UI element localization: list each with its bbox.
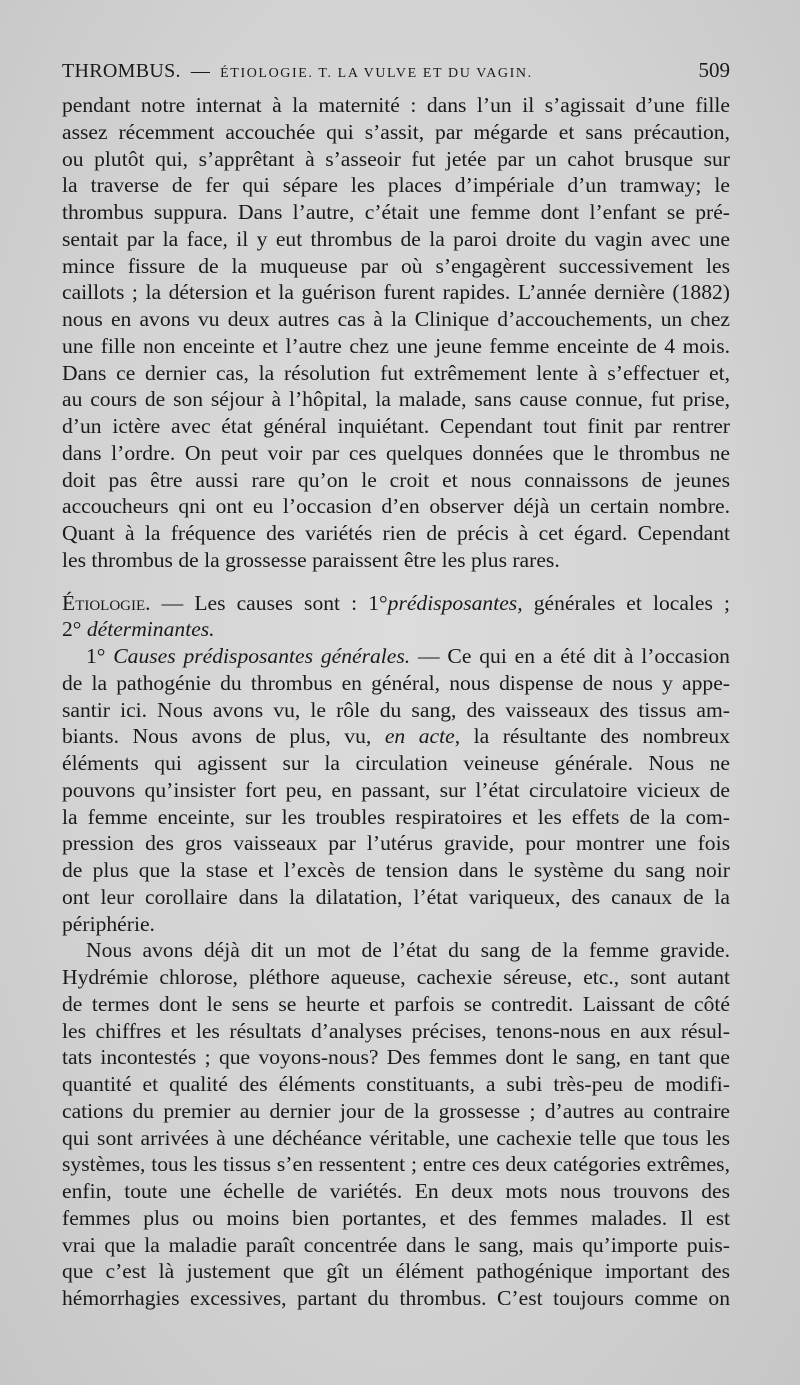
etiologie-line-2 [62, 616, 730, 643]
text-run: , la résultante des nombreux [454, 724, 731, 749]
text-line: quantité et qualité des éléments constituants, a subi très-peu de modifi- [62, 1072, 730, 1096]
text-run: 2° [62, 617, 87, 642]
text-line: les thrombus de la grossesse paraissent être les plus rares. [62, 547, 560, 572]
text-line: cations du premier au dernier jour de la grossesse ; d’autres au contraire [62, 1098, 730, 1123]
text-line: pression des gros vaisseaux par l’utérus gravide, pour montrer une fois [62, 831, 730, 856]
etiologie-line-1 [62, 590, 730, 617]
text-line: la femme enceinte, sur les troubles respiratoires et les effets de la com- [62, 804, 730, 829]
text-line: d’un ictère avec état général inquiétant. Cependant tout finit par rentrer [62, 414, 730, 438]
page-number: 509 [698, 58, 730, 82]
section-heading: Étiologie. [62, 590, 151, 615]
text-line: tats incontestés ; que voyons-nous? Des femmes dont le sang, en tant que [62, 1045, 730, 1070]
text-line: pendant notre internat à la maternité : dans l’un il s’agissait d’une fille [62, 93, 730, 117]
running-head-title: THROMBUS. [62, 60, 181, 82]
causes-paragraph [62, 643, 730, 937]
text-line: périphérie. [62, 911, 155, 936]
section-gap [62, 574, 730, 590]
text-line: systèmes, tous les tissus s’en ressentent ; entre ces deux catégories extrêmes, [62, 1152, 730, 1177]
subsection-heading: Causes prédisposantes générales. [113, 644, 411, 668]
text-line: dans l’ordre. On peut voir par ces quelques données que le thrombus ne [62, 440, 730, 465]
page-header [62, 58, 730, 86]
text-line: mince fissure de la muqueuse par où s’engagèrent successivement les [62, 253, 730, 278]
text-line: Dans ce dernier cas, la résolution fut extrêmement lente à s’effectuer et, [62, 360, 730, 385]
italic-text: prédisposantes, [387, 590, 523, 615]
text-line: caillots ; la détersion et la guérison furent rapides. L’année dernière (1882) [62, 280, 730, 305]
paragraph-3 [62, 937, 730, 1312]
causes-line-4 [62, 723, 730, 750]
text-line: accoucheurs qni ont eu l’occasion d’en observer déjà un certain nombre. [62, 494, 730, 519]
text-line: la traverse de fer qui sépare les places d’impériale d’un tramway; le [62, 173, 730, 198]
text-line: nous en avons vu deux autres cas à la Clinique d’accouchements, un chez [62, 307, 730, 331]
text-line: pouvons qu’insister fort peu, en passant, sur l’état circulatoire vicieux de [62, 777, 730, 802]
text-line: Nous avons déjà dit un mot de l’état du sang de la femme gravide. [86, 938, 730, 963]
paragraph-1 [62, 92, 730, 574]
text-line: thrombus suppura. Dans l’autre, c’était une femme dont l’enfant se pré- [62, 200, 730, 224]
text-line: sentait par la face, il y eut thrombus de la paroi droite du vagin avec une [62, 226, 730, 251]
text-line: de plus que la stase et l’excès de tension dans le système du sang noir [62, 858, 730, 882]
text-line: assez récemment accouchée qui s’assit, par mégarde et sans précaution, [62, 119, 730, 144]
page-body [62, 92, 730, 1312]
text-run: générales et locales ; [522, 590, 731, 615]
running-head [62, 60, 533, 83]
text-line: vrai que la maladie paraît concentrée dans le sang, mais qu’importe puis- [62, 1232, 730, 1257]
text-line: au cours de son séjour à l’hôpital, la malade, sans cause connue, fut prise, [62, 387, 730, 412]
running-head-dash: — [190, 61, 211, 82]
text-line: santir ici. Nous avons vu, le rôle du sang, des vaisseaux des tissus am- [62, 697, 730, 722]
text-line: Hydrémie chlorose, pléthore aqueuse, cachexie séreuse, etc., sont autant [62, 965, 730, 989]
text-line: doit pas être aussi rare qu’on le croit et nous connaissons de jeunes [62, 467, 730, 492]
text-run: — Ce qui en a été dit à l’occasion [418, 644, 730, 668]
etiologie-section [62, 590, 730, 644]
text-run: 1° [86, 644, 114, 668]
italic-text: en acte [384, 724, 455, 749]
text-line: Quant à la fréquence des variétés rien de précis à cet égard. Cependant [62, 521, 730, 545]
text-line: enfin, toute une échelle de variétés. En deux mots nous trouvons des [62, 1179, 730, 1203]
italic-text: déterminantes. [86, 617, 215, 642]
text-line: que c’est là justement que gît un élément pathogénique important des [62, 1259, 730, 1284]
text-line: qui sont arrivées à une déchéance véritable, une cachexie telle que tous les [62, 1125, 730, 1150]
text-line: ou plutôt qui, s’apprêtant à s’asseoir fut jetée par un cahot brusque sur [62, 146, 730, 171]
text-line: une fille non enceinte et l’autre chez une jeune femme enceinte de 4 mois. [62, 333, 730, 358]
causes-line-1 [62, 643, 730, 670]
text-line: éléments qui agissent sur la circulation veineuse générale. Nous ne [62, 751, 730, 775]
running-head-subtitle: ÉTIOLOGIE. T. LA VULVE ET DU VAGIN. [220, 66, 533, 81]
text-run: biants. Nous avons de plus, vu, [62, 724, 385, 749]
text-line: les chiffres et les résultats d’analyses précises, tenons-nous en aux résul- [62, 1018, 730, 1043]
text-line: ont leur corollaire dans la dilatation, l’état variqueux, des canaux de la [62, 884, 730, 909]
text-line: femmes plus ou moins bien portantes, et des femmes malades. Il est [62, 1205, 730, 1230]
text-line: hémorrhagies excessives, partant du thrombus. C’est toujours comme on [62, 1286, 730, 1310]
text-line: de la pathogénie du thrombus en général, nous dispense de nous y appe- [62, 670, 730, 695]
text-line: de termes dont le sens se heurte et parfois se contredit. Laissant de côté [62, 991, 730, 1016]
text-run: — Les causes sont : 1° [150, 590, 388, 615]
